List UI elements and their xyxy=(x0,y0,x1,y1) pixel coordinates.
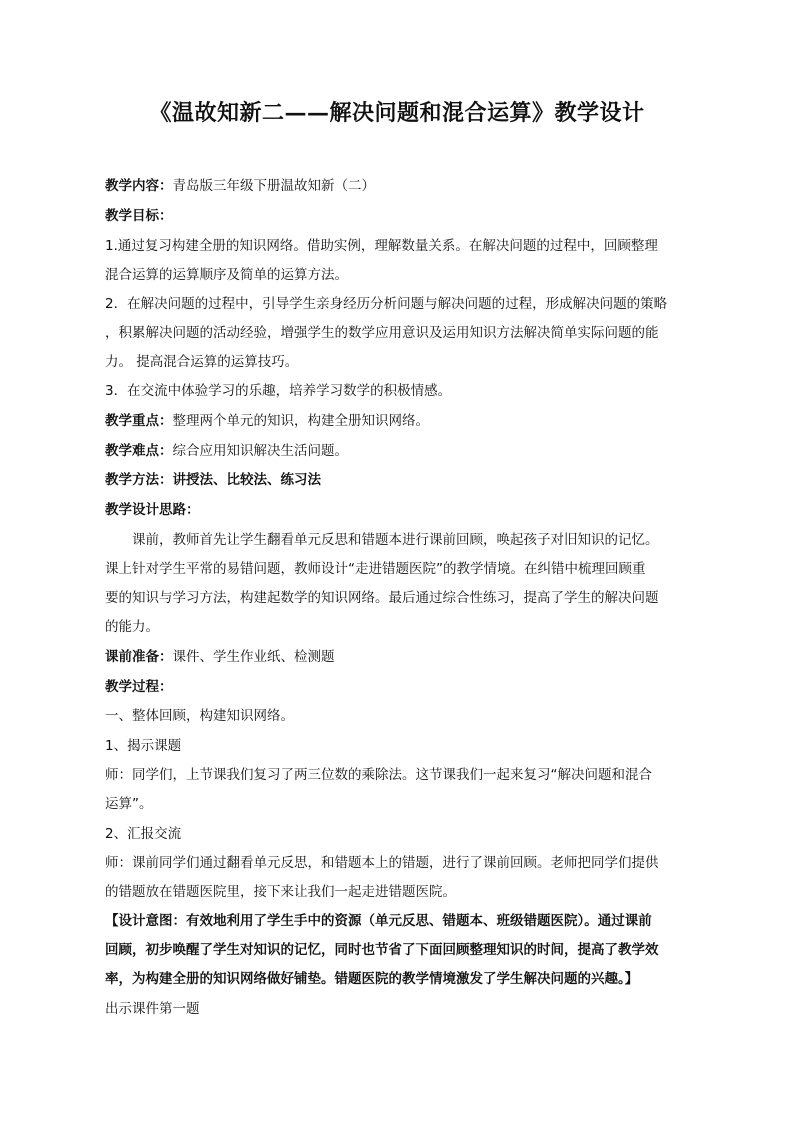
design-intent-line-2: 回顾，初步唤醒了学生对知识的记忆，同时也节省了下面回顾整理知识的时间，提高了教学效 xyxy=(105,942,659,958)
difficulty xyxy=(105,442,697,460)
document-title: 《温故知新二——解决问题和混合运算》教学设计 xyxy=(149,100,645,126)
goal-2-line-1: 2．在解决问题的过程中，引导学生亲身经历分析问题与解决问题的过程，形成解决问题的策略 xyxy=(105,296,668,312)
goal-1-line-2: 混合运算的运算顺序及简单的运算方法。 xyxy=(105,267,348,283)
design-intent-line-3: 率，为构建全册的知识网络做好铺垫。错题医院的教学情境激发了学生解决问题的兴趣。】 xyxy=(105,971,639,987)
goal-1-line-1: 1.通过复习构建全册的知识网络。借助实例，理解数量关系。在解决问题的过程中，回顾整理 xyxy=(105,238,658,254)
step-2: 2、汇报交流 xyxy=(105,826,182,842)
teaching-content-text: 青岛版三年级下册温故知新（二） xyxy=(172,178,375,194)
design-intent-line-1: 【设计意图：有效地利用了学生手中的资源（单元反思、错题本、班级错题医院）。通过课前 xyxy=(105,913,652,929)
design-line-2: 课上针对学生平常的易错问题，教师设计“走进错题医院”的教学情境。在纠错中梳理回顾重 xyxy=(105,561,646,577)
process-heading: 教学过程： xyxy=(105,679,173,695)
teaching-content-label: 教学内容： xyxy=(105,178,173,194)
show-slide-instruction: 出示课件第一题 xyxy=(105,1001,200,1017)
key-point-text: 整理两个单元的知识，构建全册知识网络。 xyxy=(172,413,429,429)
teaching-goals-heading: 教学目标： xyxy=(105,208,173,224)
teaching-method-label: 教学方法： xyxy=(105,472,173,488)
design-heading: 教学设计思路： xyxy=(105,502,200,518)
section-1-heading: 一、整体回顾，构建知识网络。 xyxy=(105,708,294,724)
teaching-method xyxy=(105,471,697,489)
preparation xyxy=(105,648,697,666)
goal-2-line-3: 力。 提高混合运算的运算技巧。 xyxy=(105,354,299,370)
teacher-2-line-1: 师：课前同学们通过翻看单元反思，和错题本上的错题，进行了课前回顾。老师把同学们提供 xyxy=(105,855,659,871)
preparation-text: 课件、学生作业纸、检测题 xyxy=(172,649,335,665)
teacher-1-line-2: 运算”。 xyxy=(105,796,153,812)
teaching-content xyxy=(105,177,697,195)
goal-3: 3．在交流中体验学习的乐趣，培养学习数学的积极情感。 xyxy=(105,383,452,399)
key-point xyxy=(105,412,697,430)
goal-2-line-2: ，积累解决问题的活动经验，增强学生的数学应用意识及运用知识方法解决简单实际问题的能 xyxy=(105,325,659,341)
step-1: 1、揭示课题 xyxy=(105,738,182,754)
preparation-label: 课前准备： xyxy=(105,649,173,665)
key-point-label: 教学重点： xyxy=(105,413,173,429)
teacher-1-line-1: 师：同学们，上节课我们复习了两三位数的乘除法。这节课我们一起来复习“解决问题和混合 xyxy=(105,767,652,783)
teaching-method-text: 讲授法、比较法、练习法 xyxy=(172,472,321,488)
teacher-2-line-2: 的错题放在错题医院里，接下来让我们一起走进错题医院。 xyxy=(105,884,456,900)
design-line-4: 的能力。 xyxy=(105,619,159,635)
design-line-1: 课前，教师首先让学生翻看单元反思和错题本进行课前回顾，唤起孩子对旧知识的记忆。 xyxy=(132,532,659,548)
difficulty-label: 教学难点： xyxy=(105,443,173,459)
difficulty-text: 综合应用知识解决生活问题。 xyxy=(172,443,348,459)
design-line-3: 要的知识与学习方法，构建起数学的知识网络。最后通过综合性练习，提高了学生的解决问题 xyxy=(105,590,659,606)
